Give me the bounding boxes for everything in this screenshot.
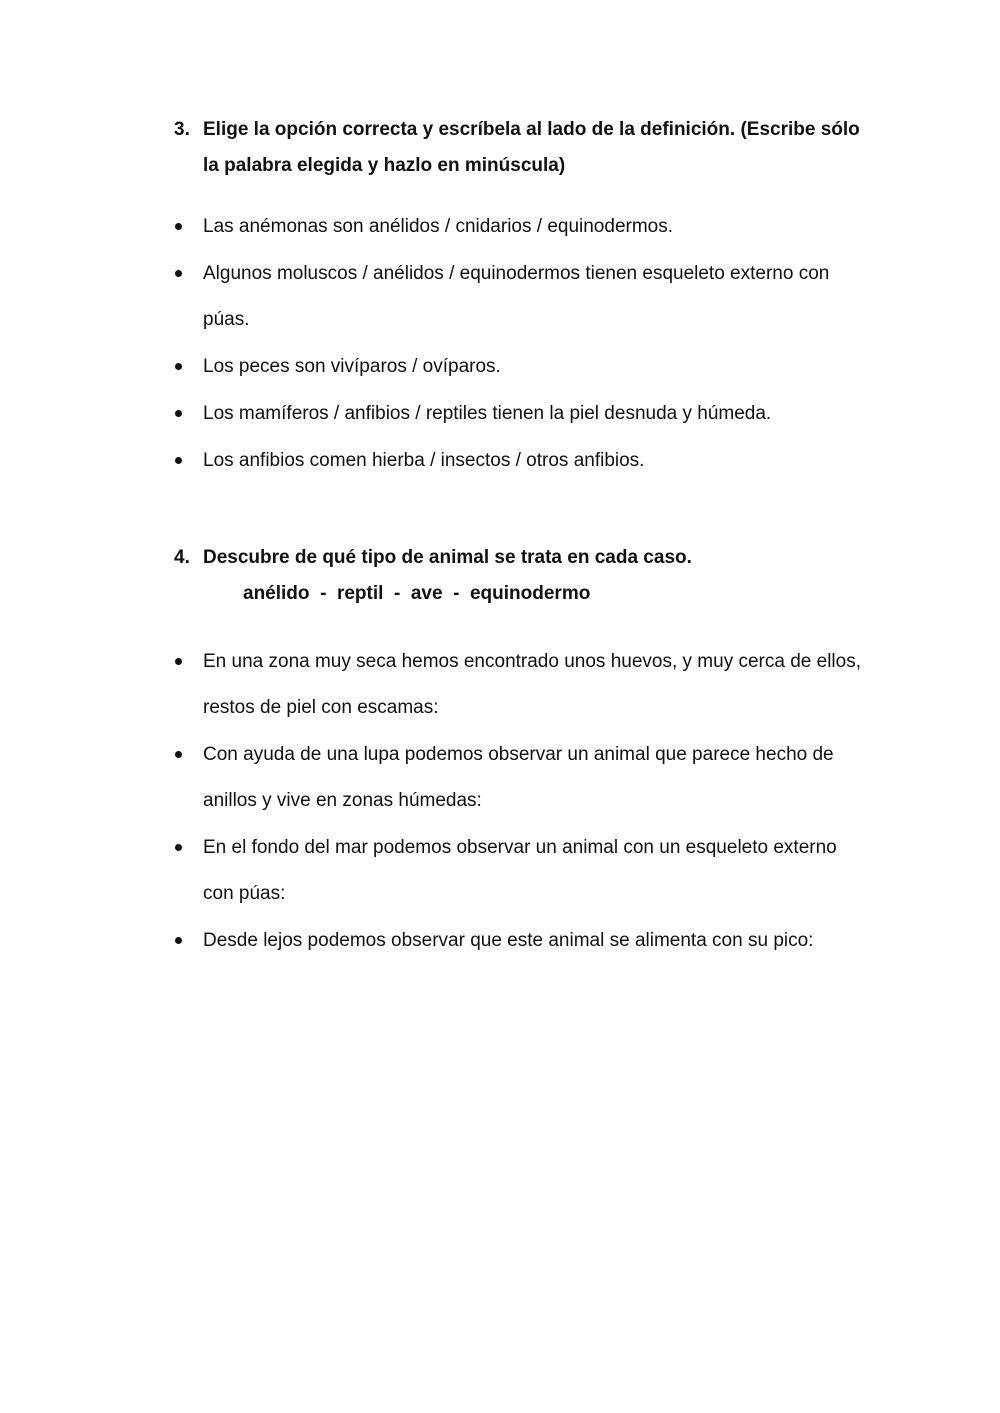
bullet-icon [175, 270, 182, 277]
list-item [174, 251, 864, 343]
bullet-icon [175, 658, 182, 665]
list-item-text: Los mamíferos / anfibios / reptiles tienen la piel desnuda y húmeda. [203, 403, 772, 424]
list-item-text: Los anfibios comen hierba / insectos / otros anfibios. [203, 450, 645, 471]
list-item-text: Algunos moluscos / anélidos / equinodermos tienen esqueleto externo con púas. [203, 263, 830, 330]
question-3-number: 3. [174, 119, 190, 140]
word-bank: anélido - reptil - ave - equinodermo [243, 583, 591, 604]
list-item-text: En una zona muy seca hemos encontrado unos huevos, y muy cerca de ellos, restos de piel con escamas: [203, 651, 861, 718]
bullet-icon [175, 363, 182, 370]
bullet-icon [175, 457, 182, 464]
question-3-heading [174, 112, 874, 184]
list-item-text: Desde lejos podemos observar que este animal se alimenta con su pico: [203, 930, 814, 951]
bullet-icon [175, 937, 182, 944]
bullet-icon [175, 751, 182, 758]
list-item-text: Las anémonas son anélidos / cnidarios / equinodermos. [203, 216, 674, 237]
list-item [174, 918, 864, 964]
question-4-text: Descubre de qué tipo de animal se trata en cada caso. [203, 547, 692, 568]
list-item-text: En el fondo del mar podemos observar un animal con un esqueleto externo con púas: [203, 837, 837, 904]
bullet-icon [175, 410, 182, 417]
list-item [174, 344, 864, 390]
question-4-list [174, 639, 864, 965]
list-item-text: Los peces son vivíparos / ovíparos. [203, 356, 501, 377]
question-3-text: Elige la opción correcta y escríbela al lado de la definición. (Escribe sólo la palabra elegida y hazlo en minúscula) [203, 119, 860, 176]
list-item-text: Con ayuda de una lupa podemos observar un animal que parece hecho de anillos y vive en zonas húmedas: [203, 744, 834, 811]
bullet-icon [175, 844, 182, 851]
list-item [174, 732, 864, 824]
question-4-number: 4. [174, 547, 190, 568]
list-item [174, 825, 864, 917]
bullet-icon [175, 223, 182, 230]
question-4-heading [174, 540, 874, 576]
question-3-list [174, 204, 864, 485]
list-item [174, 438, 864, 484]
list-item [174, 639, 864, 731]
list-item [174, 204, 864, 250]
list-item [174, 391, 864, 437]
